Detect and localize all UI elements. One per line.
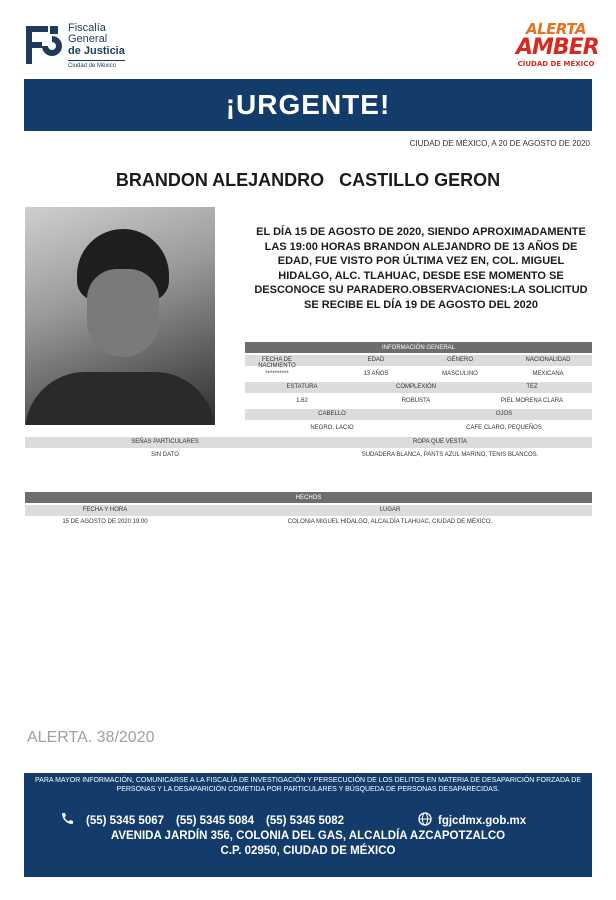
ropa-value: SUDADERA BLANCA, PANTS AZUL MARINO, TENIS BLANCOS. (361, 452, 539, 458)
footer-website (418, 812, 526, 829)
phone-number-3[interactable]: (55) 5345 5082 (266, 814, 345, 827)
estatura-value: 1.62 (296, 398, 308, 404)
lugar-label: LUGAR (379, 507, 401, 513)
phone-icon (60, 812, 74, 829)
fgj-logo-text (68, 23, 125, 70)
footer-address (24, 829, 592, 858)
footer-info-text: PARA MAYOR INFORMACIÓN, COMUNICARSE A LA FISCALÍA DE INVESTIGACIÓN Y PERSECUCIÓN DE LOS DELITOS EN MATERIA DE DESAPARICIÓN FORZADA DE PERSONAS Y LA DESAPARICIÓN COMETIDA POR PARTICULARES Y BÚSQUEDA DE PERSONAS DESAPARECIDAS. (35, 777, 581, 793)
ojos-label: OJOS (495, 411, 513, 417)
lugar-value: COLONIA MIGUEL HIDALGO, ALCALDÍA TLAHUAC, CIUDAD DE MÉXICO. (287, 519, 493, 525)
dateline: CIUDAD DE MÉXICO, A 20 DE AGOSTO DE 2020 (409, 139, 590, 148)
amber-line-3: CIUDAD DE MÉXICO (517, 59, 595, 68)
fgj-logo (24, 22, 125, 70)
logo-line-3: de Justicia (68, 44, 125, 57)
description-text: EL DÍA 15 DE AGOSTO DE 2020, SIENDO APROXIMADAMENTE LAS 19:00 HORAS BRANDON ALEJANDRO DE 13 AÑOS DE EDAD, FUE VISTO POR ÚLTIMA VEZ EN, COL. MIGUEL HIDALGO, ALC. TLAHUAC, DESDE ESE MOMENTO SE DESCONOCE SU PARADERO.OBSERVACIONES:LA SOLICITUD SE RECIBE EL DÍA 19 DE AGOSTO DEL 2020 (254, 226, 588, 311)
info-general-title: INFORMACIÓN GENERAL (245, 342, 592, 353)
footer-phones (60, 812, 356, 829)
nacionalidad-value: MEXICANA (532, 371, 564, 377)
amber-line-1: ALERTA (526, 20, 586, 38)
complexion-value: ROBUSTA (401, 398, 431, 404)
fecha-nacimiento-label: FECHA DE NACIMIENTO (258, 357, 296, 369)
info-row-header-3 (245, 409, 592, 420)
edad-label: EDAD (367, 357, 385, 363)
phone-number-1[interactable]: (55) 5345 5067 (86, 814, 165, 827)
urgent-banner: ¡URGENTE! (24, 79, 592, 131)
tez-value: PIEL MORENA CLARA (500, 398, 564, 404)
amber-line-2: AMBER (516, 35, 599, 60)
ojos-value: CAFE CLARO, PEQUEÑOS (466, 425, 542, 431)
tez-label: TEZ (526, 384, 538, 390)
senas-label: SEÑAS PARTICULARES (131, 439, 199, 445)
cabello-value: NEGRO, LACIO (310, 425, 354, 431)
nacionalidad-label: NACIONALIDAD (525, 357, 571, 363)
fecha-hora-label: FECHA Y HORA (82, 507, 128, 513)
logo-line-1: Fiscalía (68, 21, 106, 34)
cabello-label: CABELLO (318, 411, 346, 417)
genero-value: MASCULINO (442, 371, 478, 377)
address-line-2: C.P. 02950, CIUDAD DE MÉXICO (220, 844, 396, 857)
alerta-amber-logo (516, 20, 599, 68)
footer-contact (24, 773, 592, 877)
ropa-label: ROPA QUE VESTÍA (413, 439, 467, 445)
fecha-nacimiento-value: ********** (265, 371, 289, 377)
fecha-hora-value: 15 DE AGOSTO DE 2020 19:00 (62, 519, 148, 525)
logo-line-2: General (68, 33, 108, 46)
alerta-number: ALERTA. 38/2020 (27, 729, 155, 746)
complexion-label: COMPLEXIÓN (395, 384, 436, 390)
website-link[interactable]: fgjcdmx.gob.mx (438, 814, 527, 827)
address-line-1: AVENIDA JARDÍN 356, COLONIA DEL GAS, ALCALDÍA AZCAPOTZALCO (110, 830, 506, 842)
fgj-emblem-icon (24, 22, 62, 70)
hechos-title: HECHOS (25, 492, 592, 503)
missing-person-name: BRANDON ALEJANDRO CASTILLO GERON (115, 170, 501, 190)
person-photo (25, 207, 215, 425)
edad-value: 13 AÑOS (363, 371, 389, 377)
globe-icon (418, 812, 432, 829)
senas-value: SIN DATO (151, 452, 179, 458)
logo-line-4: Ciudad de México (68, 60, 125, 69)
phone-number-2[interactable]: (55) 5345 5084 (176, 814, 255, 827)
estatura-label: ESTATURA (286, 384, 318, 390)
genero-label: GÉNERO (446, 357, 473, 363)
